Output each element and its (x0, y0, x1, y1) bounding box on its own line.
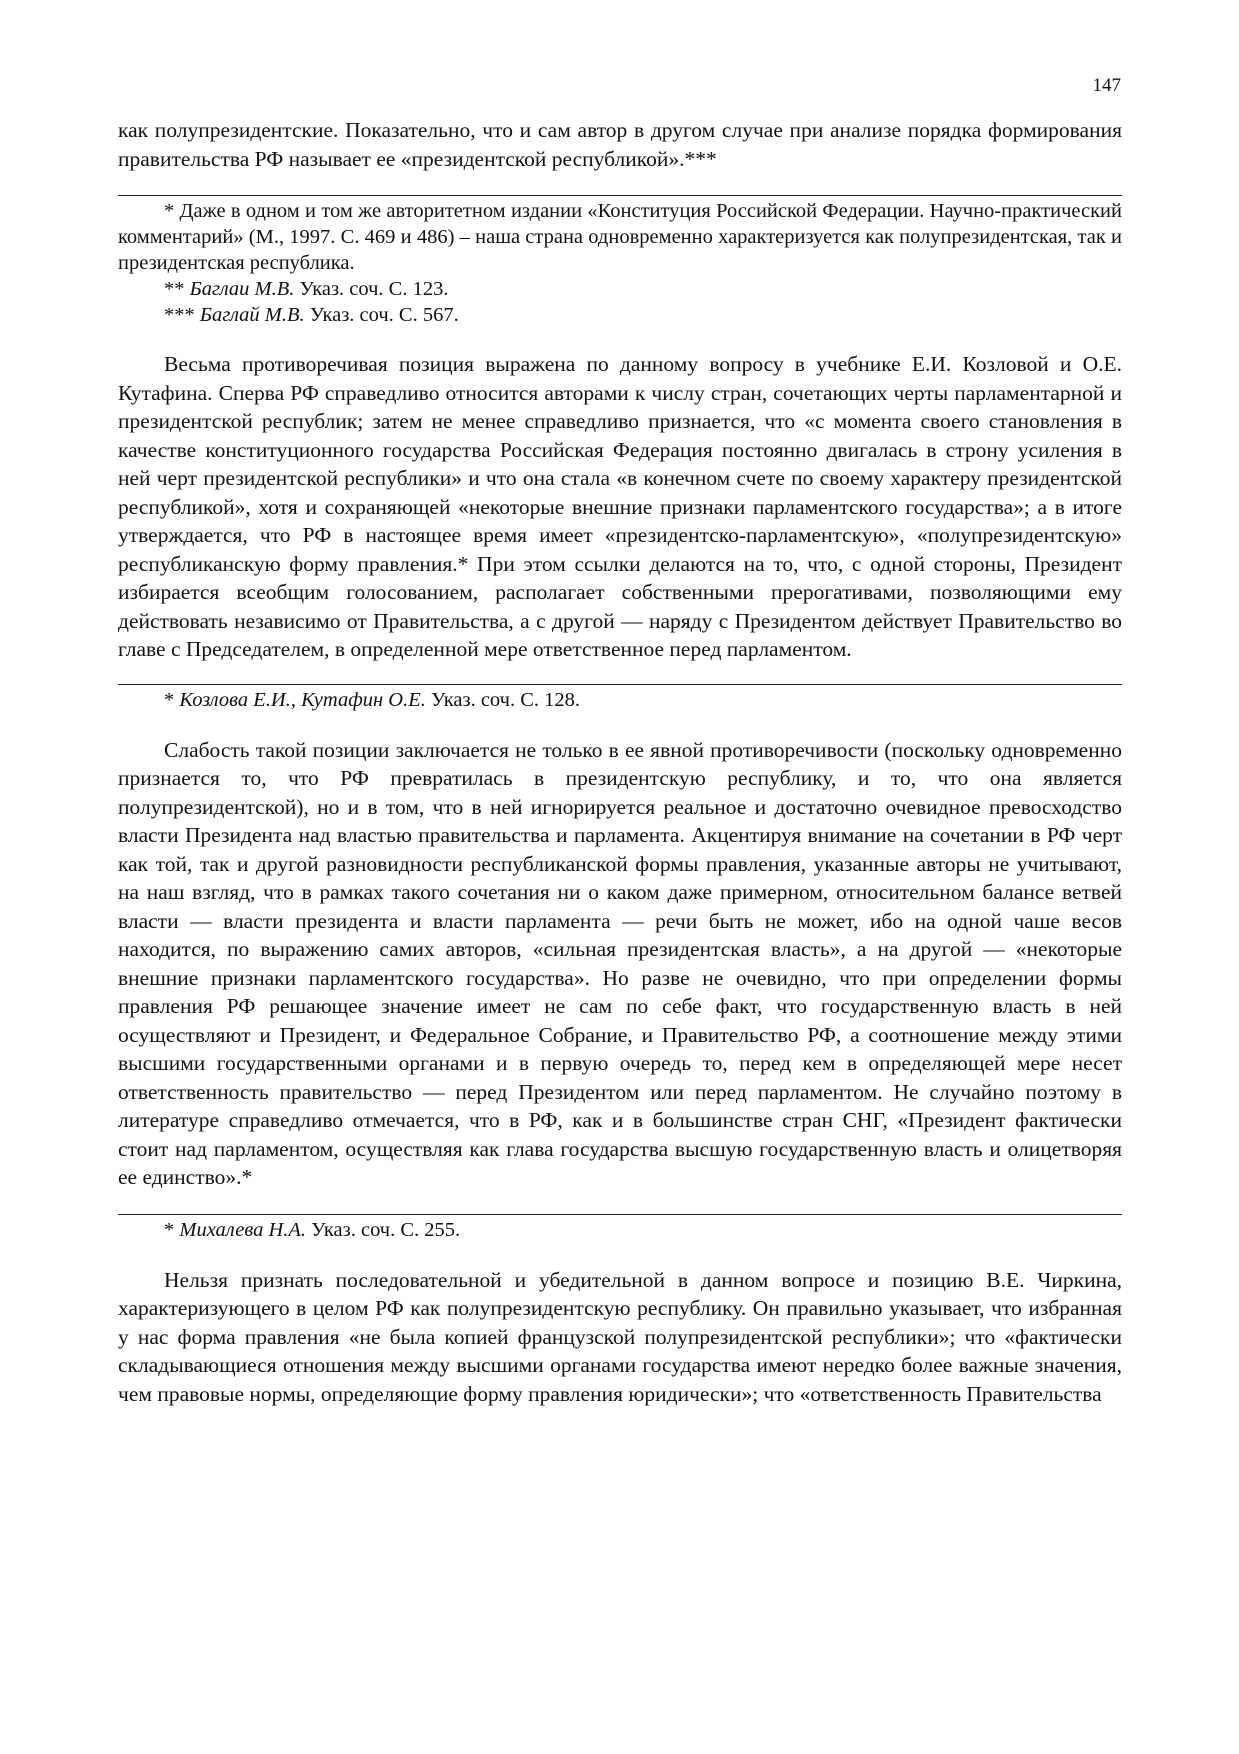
paragraph: Нельзя признать последовательной и убедительной в данном вопросе и позицию В.Е. Чиркина, характеризующего в целом РФ как полупрезидентскую республику. Он правильно указывает, что избранная у нас форма правления «не была копией французской полупрезидентской республики»; что «фактически складывающиеся отношения между высшими органами государства имеют нередко более важные значения, чем правовые нормы, определяющие форму правления юридически»; что «ответственность Правительства (118, 1267, 1122, 1406)
footnote-author: Баглаи М.В. (189, 278, 295, 300)
footnote-separator (118, 1214, 1122, 1215)
footnote-1 (118, 1217, 1122, 1243)
footnote-ref: Указ. соч. С. 128. (431, 688, 581, 711)
paragraph: Слабость такой позиции заключается не только в ее явной противоречивости (поскольку одновременно признается то, что РФ превратилась в президентскую республику, и то, что она является полупрезидентской), но и в том, что в ней игнорируется реальное и достаточно очевидное превосходство власти Президента над властью правительства и парламента. Акцентируя внимание на сочетании в РФ черт как той, так и другой разновидности республиканской формы правления, указанные авторы не учитывают, на наш взгляд, что в рамках такого сочетания ни о каком даже примерном, относительном балансе ветвей власти — власти президента и власти парламента — речи быть не может, ибо на одной чаше весов находится, по выражению самих авторов, «сильная президентская власть», а на другой — «некоторые внешние признаки парламентского государства». Но разве не очевидно, что при определении формы правления РФ решающее значение имеет не сам по себе факт, что государственную власть в ней осуществляют и Президент, и Федеральное Собрание, и Правительство РФ, а соотношение между этими высшими государственными органами и в первую очередь то, перед кем в определяющей мере несет ответственность правительство — перед Президентом или перед парламентом. Не случайно поэтому в литературе справедливо отмечается, что в РФ, как и в большинстве стран СНГ, «Президент фактически стоит над парламентом, осуществляя как глава государства высшую государственную власть и олицетворяя ее единство».* (118, 737, 1122, 1189)
footnote-3 (118, 302, 1122, 328)
footnote-block (118, 1217, 1122, 1243)
footnote-block (118, 198, 1122, 328)
footnote-mark: * (164, 688, 175, 711)
footnote-mark: *** (164, 304, 195, 326)
footnote-author: Козлова Е.И., Кутафин О.Е. (179, 688, 426, 711)
footnote-1: * Даже в одном и том же авторитетном издании «Конституция Российской Федерации. Научно-практический комментарий» (М., 1997. С. 469 и 486) – наша страна одновременно характеризуется как полупрезидентская, так и президентская республика. (118, 200, 1122, 274)
footnote-author: Михалева Н.А. (179, 1218, 307, 1241)
footnote-block (118, 687, 1122, 713)
footnote-ref: Указ. соч. С. 123. (299, 278, 449, 300)
footnote-separator (118, 684, 1122, 685)
footnote-ref: Указ. соч. С. 255. (311, 1218, 461, 1241)
paragraph: Весьма противоречивая позиция выражена по данному вопросу в учебнике Е.И. Козловой и О.Е. Кутафина. Сперва РФ справедливо относится авторами к числу стран, сочетающих черты парламентарной и президентской республик; затем не менее справедливо признается, что «с момента своего становления в качестве конституционного государства Российская Федерация постоянно двигалась в строну усиления в ней черт президентской республики» и что она стала «в конечном счете по своему характеру президентской республикой», хотя и сохраняющей «некоторые внешние признаки парламентского государства»; а в итоге утверждается, что РФ в настоящее время имеет «президентско-парламентскую», «полупрезидентскую» республиканскую форму правления.* При этом ссылки делаются на то, что, с одной стороны, Президент избирается всеобщим голосованием, располагает собственными прерогативами, позволяющими ему действовать независимо от Правительства, а с другой — наряду с Президентом действует Правительство во главе с Председателем, в определенной мере ответственное перед парламентом. (118, 352, 1122, 661)
paragraph-continuation: как полупрезидентские. Показательно, что и сам автор в другом случае при анализе порядка формирования правительства РФ называет ее «президентской республикой».*** (118, 118, 1122, 171)
footnote-1 (118, 687, 1122, 713)
page-number: 147 (1092, 75, 1121, 96)
footnote-ref: Указ. соч. С. 567. (309, 304, 459, 326)
footnote-2 (118, 276, 1122, 302)
footnote-author: Баглай М.В. (199, 304, 305, 326)
document-page (118, 74, 1122, 1408)
footnote-mark: ** (164, 278, 185, 300)
footnote-mark: * (164, 1218, 175, 1241)
footnote-separator (118, 195, 1122, 196)
